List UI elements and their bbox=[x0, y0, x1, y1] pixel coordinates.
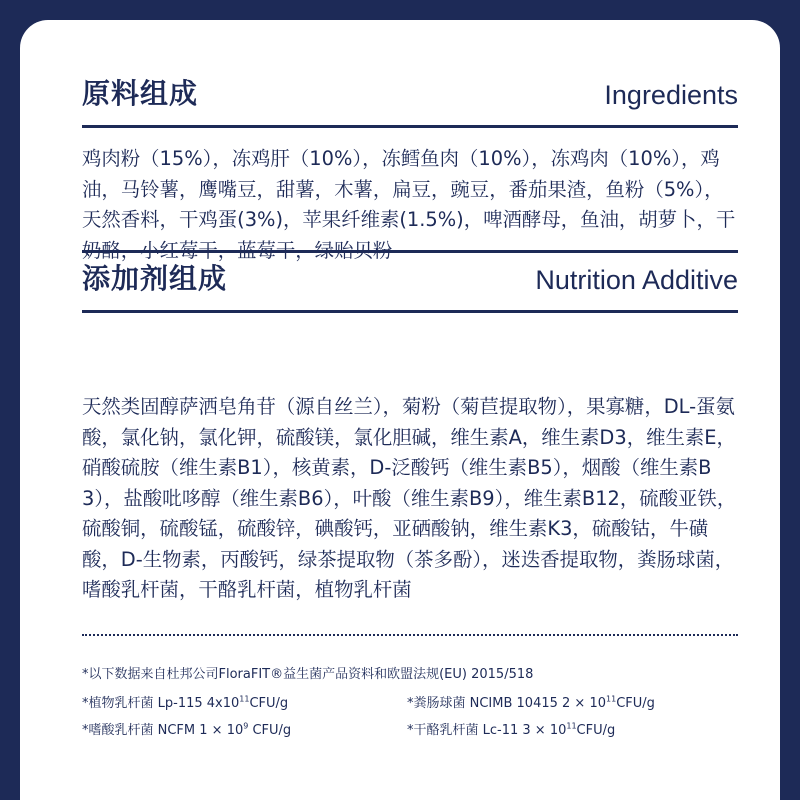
ingredients-text: 鸡肉粉（15%），冻鸡肝（10%），冻鳕鱼肉（10%），冻鸡肉（10%），鸡油，马铃薯，鹰嘴豆，甜薯，木薯，扁豆，豌豆，番茄果渣，鱼粉（5%），天然香料，干鸡蛋(3%)，苹果纤维素(1.5%)，啤酒酵母，鱼油，胡萝卜，干奶酪，小红莓干，蓝莓干，绿贻贝粉 bbox=[82, 147, 736, 262]
strain-exponent: 11 bbox=[239, 694, 250, 704]
strain-lp115 bbox=[82, 692, 288, 711]
additives-header bbox=[82, 250, 738, 313]
strain-exponent: 11 bbox=[606, 694, 617, 704]
strain-exponent: 11 bbox=[566, 721, 577, 731]
strain-unit: CFU/g bbox=[248, 723, 292, 738]
strain-ncfm bbox=[82, 719, 291, 738]
additives-title-cn: 添加剂组成 bbox=[82, 262, 228, 295]
strain-exponent: 9 bbox=[243, 721, 249, 731]
strain-label: *嗜酸乳杆菌 NCFM 1 × 10 bbox=[82, 723, 244, 738]
strain-unit: CFU/g bbox=[576, 723, 616, 738]
strain-lc11 bbox=[407, 719, 615, 738]
additives-text: 天然类固醇萨洒皂角苷（源自丝兰），菊粉（菊苣提取物），果寡糖，DL-蛋氨酸，氯化钠，氯化钾，硫酸镁，氯化胆碱，维生素A，维生素D3，维生素E，硝酸硫胺（维生素B1），核黄素，D-泛酸钙（维生素B5），烟酸（维生素B3），盐酸吡哆醇（维生素B6），叶酸（维生素B9），维生素B12，硫酸亚铁，硫酸铜，硫酸锰，硫酸锌，碘酸钙，亚硒酸钠，维生素K3，硫酸钴，牛磺酸，D-生物素，丙酸钙，绿茶提取物（茶多酚），迷迭香提取物，粪肠球菌，嗜酸乳杆菌，干酪乳杆菌，植物乳杆菌 bbox=[82, 395, 737, 601]
strain-label: *植物乳杆菌 Lp-115 4x10 bbox=[82, 696, 240, 711]
footnote-source: *以下数据来自杜邦公司FloraFIT®益生菌产品资料和欧盟法规(EU) 2015/518 bbox=[82, 667, 534, 682]
ingredients-header bbox=[82, 65, 738, 128]
ingredients-title-cn: 原料组成 bbox=[82, 77, 199, 110]
additives-title-en: Nutrition Additive bbox=[535, 265, 738, 295]
ingredients-title-en: Ingredients bbox=[604, 80, 738, 110]
dotted-divider bbox=[82, 634, 738, 636]
strain-unit: CFU/g bbox=[249, 696, 289, 711]
strain-unit: CFU/g bbox=[616, 696, 655, 711]
strain-label: *干酪乳杆菌 Lc-11 3 × 10 bbox=[407, 723, 567, 738]
strain-label: *粪肠球菌 NCIMB 10415 2 × 10 bbox=[407, 696, 606, 711]
strain-ncimb bbox=[407, 692, 655, 711]
ingredient-card bbox=[20, 20, 780, 800]
